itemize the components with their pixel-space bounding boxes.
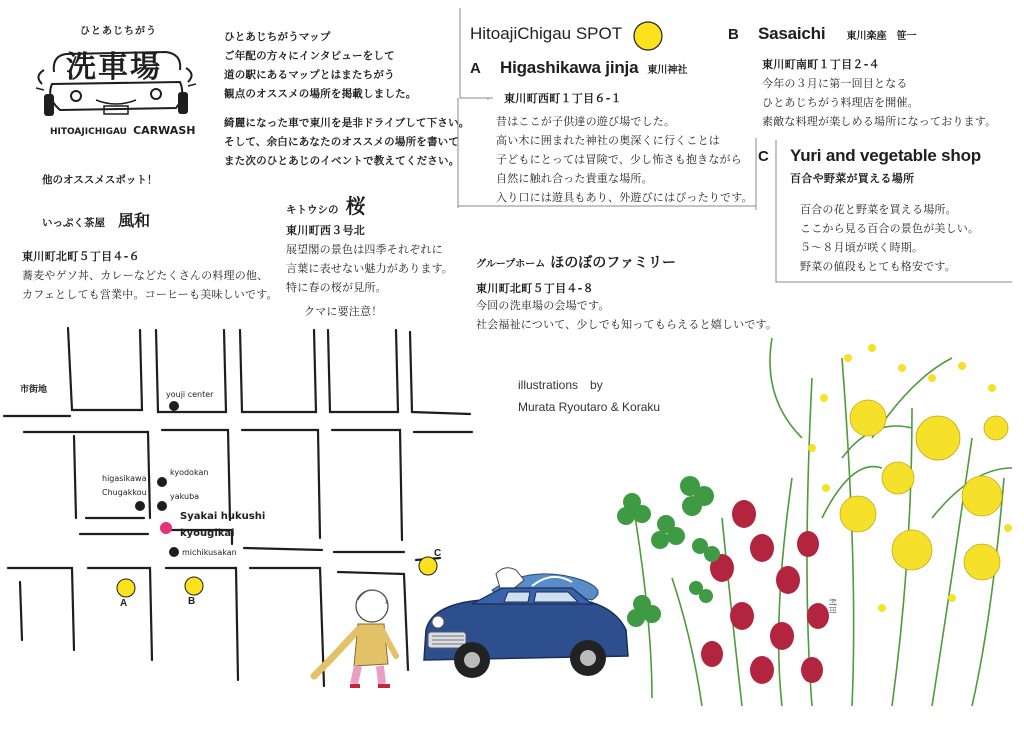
intro-line: そして、余白にあなたのオススメの場所を書いて <box>224 136 460 148</box>
spot-a-line: 入り口には遊具もあり、外遊びにはぴったりです。 <box>496 191 753 204</box>
map-label-school1: higasikawa <box>102 474 147 483</box>
spot-b-line: 素敵な料理が楽しめる場所になっております。 <box>762 115 997 128</box>
school-dot <box>135 501 145 511</box>
other-spots-heading: 他のオススメスポット！ <box>42 174 158 186</box>
intro-line: 綺麗になった車で東川を是非ドライブして下さい。 <box>224 117 470 129</box>
honobono-prefix: グループホーム <box>476 259 546 270</box>
spot-a-line: 自然に触れ合った貴重な場所。 <box>496 172 653 185</box>
map-label-main-1: Syakai hukushi <box>180 511 266 522</box>
spot-a-name: Higashikawa jinja <box>500 58 639 77</box>
sakura-address: 東川町西３号北 <box>286 224 366 237</box>
ippuku-name: 風和 <box>118 211 151 230</box>
spot-c-line: ５～８月頃が咲く時期。 <box>800 241 924 254</box>
sakura-line: 言葉に表せない魅力があります。 <box>286 262 454 275</box>
sakura-line: 特に春の桜が見所。 <box>286 281 387 294</box>
spot-b-line: 今年の３月に第一回目となる <box>762 77 908 90</box>
map-label-kyodokan: kyodokan <box>170 468 209 477</box>
spot-b-desc <box>762 74 996 131</box>
intro-line: ひとあじちがうマップ <box>224 31 331 43</box>
sakura-warning: クマに要注意！ <box>304 305 383 318</box>
honobono-name: ほのぼのファミリー <box>550 255 677 271</box>
youji-center-dot <box>169 401 179 411</box>
map-area-label: 市街地 <box>20 385 48 395</box>
intro-line: また次のひとあじのイベントで教えてください。 <box>224 155 460 167</box>
michikusakan-dot <box>169 547 179 557</box>
map-label-michi: michikusakan <box>182 548 237 557</box>
map-label-yakuba: yakuba <box>170 492 200 501</box>
spot-a-title <box>500 58 687 78</box>
ippuku-line: カフェとしても営業中。コーヒーも美味しいです。 <box>22 288 278 301</box>
spot-c-desc <box>800 200 979 276</box>
honobono-address: 東川町北町５丁目４-８ <box>476 282 594 295</box>
honobono-line: 社会福祉について、少しでも知ってもらえると嬉しいです。 <box>476 318 778 331</box>
child-illustration <box>300 580 420 690</box>
spot-b-name: Sasaichi <box>758 24 826 43</box>
kyodokan-dot <box>157 477 167 487</box>
spot-b-line: ひとあじちがう料理店を開催。 <box>762 96 919 109</box>
spot-b-name-jp: 東川楽座 笹一 <box>846 31 917 42</box>
map-label-youji: youji center <box>166 390 214 399</box>
spot-a-line: 高い木に囲まれた神社の奥深くに行くことは <box>496 134 720 147</box>
map-pin-a-label: A <box>120 598 128 609</box>
intro-line: 道の駅にあるマップとはまたちがう <box>224 69 395 81</box>
pin-a-icon[interactable] <box>117 579 135 597</box>
ippuku-address: 東川町北町５丁目４-６ <box>22 250 140 263</box>
yakuba-dot <box>157 501 167 511</box>
sakura-name: 桜 <box>345 194 366 218</box>
spot-c-line: 野菜の値段もとても格安です。 <box>800 260 956 273</box>
logo-main-text: 洗車場 <box>66 50 162 85</box>
spot-c-letter: C <box>758 148 769 165</box>
intro-line: 観点のオススメの場所を掲載しました。 <box>224 88 417 100</box>
spot-title: HitoajiChigau SPOT <box>470 24 623 43</box>
spot-c-line: ここから見る百合の景色が美しい。 <box>800 222 980 235</box>
spot-a-address: 東川町西町１丁目６-１ <box>504 92 622 105</box>
honobono-line: 今回の洗車場の会場です。 <box>476 299 610 312</box>
logo-top-text: ひとあじちがう <box>80 26 157 37</box>
map-label-main <box>180 508 265 542</box>
map-pin-c-label: C <box>434 548 442 559</box>
car-illustration <box>412 560 642 690</box>
logo-bottom-text-2: CARWASH <box>133 124 196 137</box>
spot-b-address: 東川町南町１丁目２-４ <box>762 58 880 71</box>
spot-a-name-jp: 東川神社 <box>647 65 688 76</box>
ippuku-prefix: いっぷく茶屋 <box>42 217 105 229</box>
credits-line: Murata Ryoutaro & Koraku <box>518 400 661 414</box>
ippuku-line: 蕎麦やゲソ丼、カレーなどたくさんの料理の他、 <box>22 269 269 282</box>
spot-b-letter: B <box>728 26 739 43</box>
credits-line: illustrations by <box>518 378 603 392</box>
map-label-school2: Chugakkou <box>102 488 147 497</box>
flowers-illustration <box>612 318 1022 706</box>
intro-line: ご年配の方々にインタビューをして <box>224 50 395 62</box>
spot-c-name-jp: 百合や野菜が買える場所 <box>790 172 915 185</box>
spot-a-line: 昔はここが子供達の遊び場でした。 <box>496 115 676 128</box>
spot-c-line: 百合の花と野菜を買える場所。 <box>800 203 957 216</box>
syakai-hukushi-dot <box>160 522 172 534</box>
spot-a-line: 子どもにとっては冒険で、少し怖さも抱きながら <box>496 153 742 166</box>
logo-bottom-text-1: HITOAJICHIGAU <box>50 127 127 137</box>
map-label-main-2: kyougikai <box>180 528 235 539</box>
spot-title-dot-icon <box>632 20 664 52</box>
spot-a-letter: A <box>470 60 481 77</box>
map-pin-b-label: B <box>188 596 196 607</box>
signature: 村田 <box>828 598 837 614</box>
spot-c-name: Yuri and vegetable shop <box>790 146 981 165</box>
sakura-prefix: キトウシの <box>286 204 339 216</box>
spot-b-title <box>758 24 916 44</box>
pin-b-icon[interactable] <box>185 577 203 595</box>
spot-a-desc <box>496 112 753 207</box>
sakura-line: 展望閣の景色は四季それぞれに <box>286 243 443 256</box>
